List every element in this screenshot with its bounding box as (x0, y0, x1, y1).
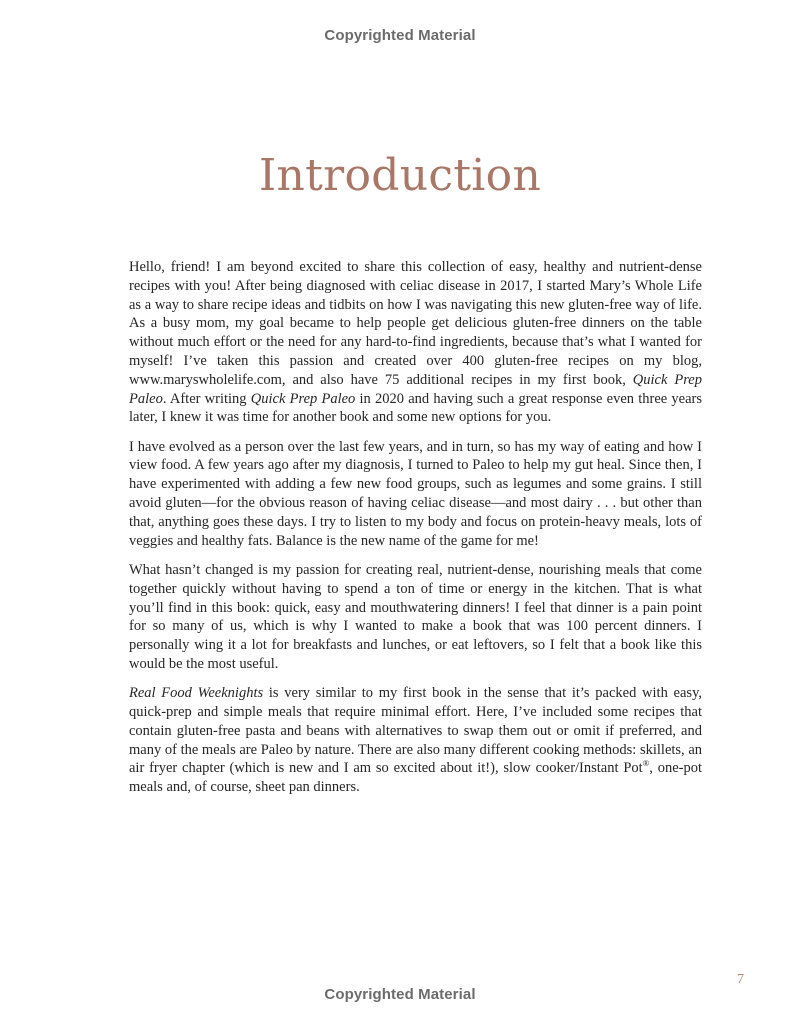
book-title-real-food-weeknights: Real Food Weeknights (129, 685, 264, 702)
copyright-watermark-top: Copyrighted Material (324, 27, 476, 44)
paragraph-1-mid: . After writing (162, 390, 251, 407)
page-title: Introduction (258, 150, 542, 201)
registered-mark: ® (642, 758, 650, 769)
paragraph-4 (129, 684, 702, 797)
introduction-body (129, 258, 702, 808)
paragraph-3: What hasn’t changed is my passion for creating real, nutrient-dense, nourishing meals that come together quickly without having to spend a ton of time or energy in the kitchen. That is what you’ll find in this book: quick, easy and mouthwatering dinners! I feel that dinner is a pain point for so many of us, which is why I wanted to make a book that was 100 percent dinners. I personally wing it a lot for breakfasts and lunches, or eat leftovers, so I felt that a book like this would be the most useful. (129, 561, 702, 672)
paragraph-4-text: is very similar to my first book in the sense that it’s packed with easy, quick-prep and simple meals that require minimal effort. Here, I’ve included some recipes that contain gluten-free pasta and beans with alternatives to swap them out or omit if preferred, and many of the meals are Paleo by nature. There are also many different cooking methods: skillets, an air fryer chapter (which is new and I am so excited about it!), slow cooker/Instant Pot (129, 685, 703, 777)
book-title-quick-prep-paleo-2: Quick Prep Paleo (250, 390, 356, 407)
book-title-quick-prep-paleo: Quick Prep Paleo (129, 371, 702, 407)
page-number: 7 (737, 972, 744, 987)
paragraph-1-end: in 2020 and having such a great response even three years later, I knew it was time for another book and some new options for you. (129, 390, 703, 426)
copyright-watermark-bottom: Copyrighted Material (324, 986, 476, 1003)
paragraph-1 (129, 258, 702, 427)
paragraph-1-text: Hello, friend! I am beyond excited to share this collection of easy, healthy and nutrient-dense recipes with you! After being diagnosed with celiac disease in 2017, I started Mary’s Whole Life as a way to share recipe ideas and tidbits on how I was navigating this new gluten-free way of life. As a busy mom, my goal became to help people get delicious gluten-free dinners on the table without much effort or the need for any hard-to-find ingredients, because that’s what I wanted for myself! I’ve taken this passion and created over 400 gluten-free recipes on my blog, www.maryswholelife.com, and also have 75 additional recipes in my first book, (129, 259, 702, 388)
paragraph-4-end: , one-pot meals and, of course, sheet pan dinners. (129, 760, 702, 796)
paragraph-2: I have evolved as a person over the last few years, and in turn, so has my way of eating and how I view food. A few years ago after my diagnosis, I turned to Paleo to help my gut heal. Since then, I have experimented with adding a few new food groups, such as legumes and some grains. I still avoid gluten—for the obvious reason of having celiac disease—and most dairy . . . but other than that, anything goes these days. I try to listen to my body and focus on protein-heavy meals, lots of veggies and healthy fats. Balance is the new name of the game for me! (129, 438, 702, 549)
